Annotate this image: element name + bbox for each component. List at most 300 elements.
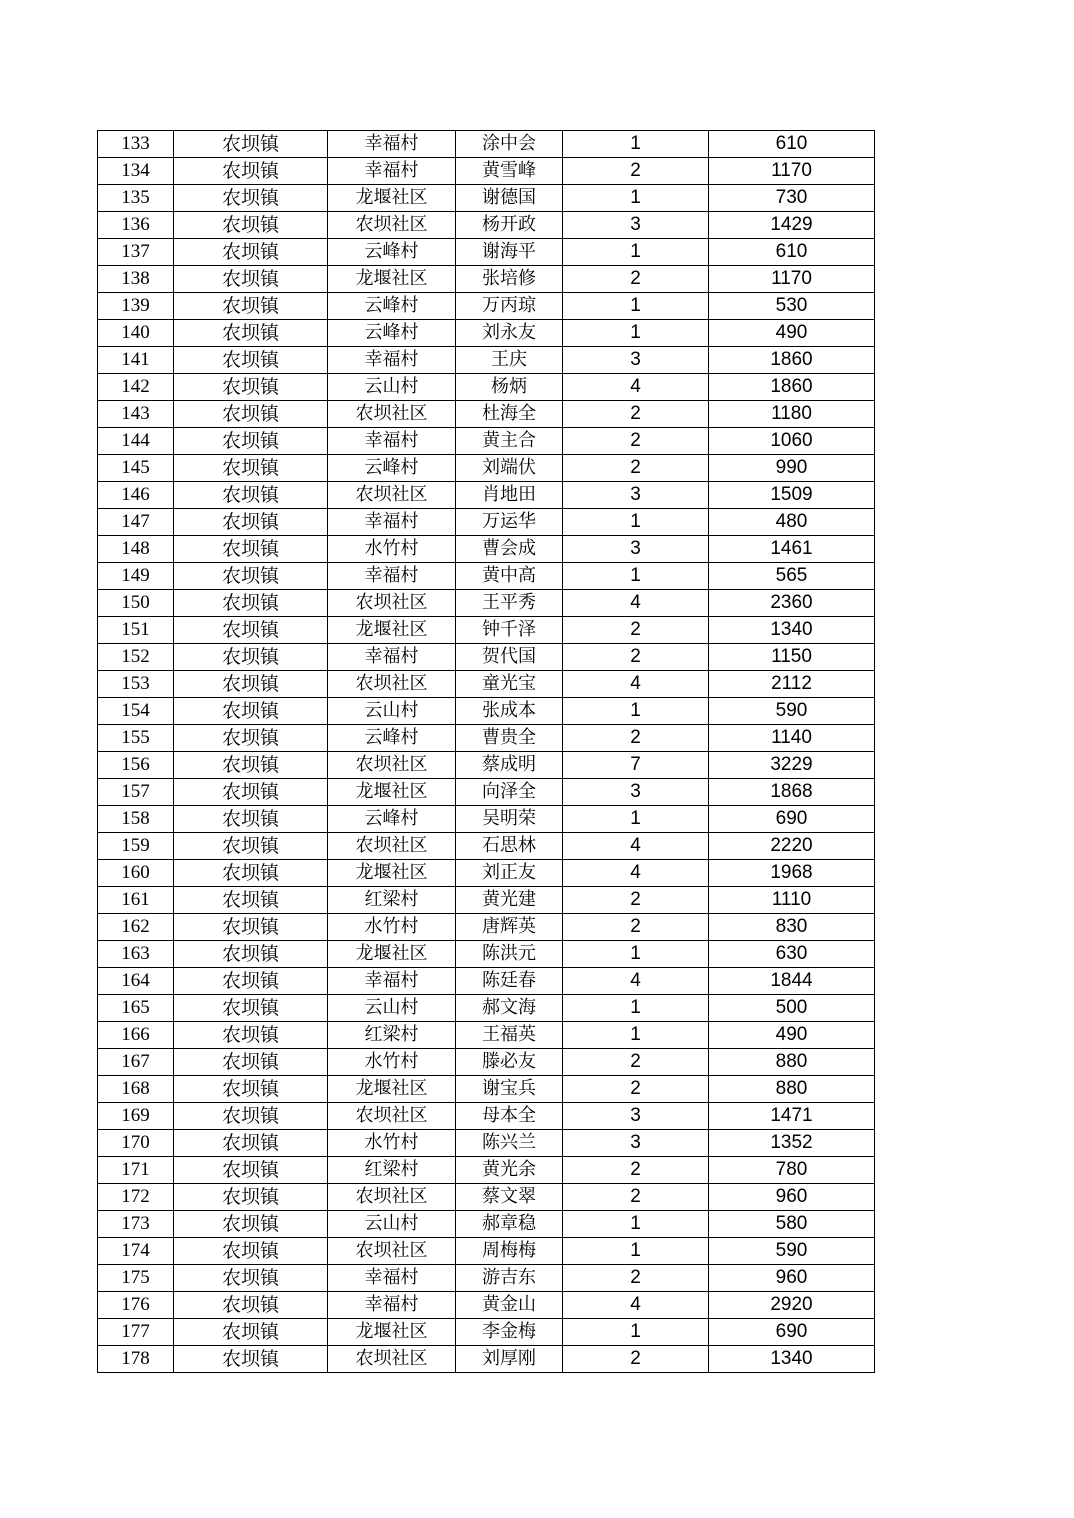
- row-number: 173: [98, 1211, 174, 1238]
- town-cell: 农坝镇: [174, 617, 328, 644]
- household-size-cell: 2: [563, 644, 709, 671]
- amount-cell: 630: [709, 941, 875, 968]
- roster-table: [97, 130, 875, 1373]
- amount-cell: 780: [709, 1157, 875, 1184]
- amount-cell: 580: [709, 1211, 875, 1238]
- village-cell: 云山村: [328, 374, 456, 401]
- table-row: [98, 374, 875, 401]
- village-cell: 农坝社区: [328, 1238, 456, 1265]
- table-row: [98, 239, 875, 266]
- name-cell: 蔡成明: [456, 752, 563, 779]
- town-cell: 农坝镇: [174, 833, 328, 860]
- household-size-cell: 1: [563, 293, 709, 320]
- village-cell: 云山村: [328, 698, 456, 725]
- village-cell: 幸福村: [328, 644, 456, 671]
- village-cell: 农坝社区: [328, 590, 456, 617]
- town-cell: 农坝镇: [174, 1130, 328, 1157]
- amount-cell: 990: [709, 455, 875, 482]
- amount-cell: 1140: [709, 725, 875, 752]
- table-row: [98, 1265, 875, 1292]
- amount-cell: 1180: [709, 401, 875, 428]
- name-cell: 吴明荣: [456, 806, 563, 833]
- household-size-cell: 2: [563, 455, 709, 482]
- table-row: [98, 1292, 875, 1319]
- row-number: 163: [98, 941, 174, 968]
- row-number: 170: [98, 1130, 174, 1157]
- name-cell: 滕必友: [456, 1049, 563, 1076]
- town-cell: 农坝镇: [174, 941, 328, 968]
- household-size-cell: 4: [563, 833, 709, 860]
- name-cell: 杨开政: [456, 212, 563, 239]
- amount-cell: 1509: [709, 482, 875, 509]
- town-cell: 农坝镇: [174, 968, 328, 995]
- household-size-cell: 4: [563, 1292, 709, 1319]
- table-row: [98, 698, 875, 725]
- village-cell: 幸福村: [328, 1265, 456, 1292]
- village-cell: 幸福村: [328, 509, 456, 536]
- amount-cell: 1461: [709, 536, 875, 563]
- table-row: [98, 563, 875, 590]
- row-number: 157: [98, 779, 174, 806]
- household-size-cell: 4: [563, 671, 709, 698]
- village-cell: 农坝社区: [328, 1184, 456, 1211]
- village-cell: 龙堰社区: [328, 941, 456, 968]
- table-row: [98, 1184, 875, 1211]
- amount-cell: 530: [709, 293, 875, 320]
- table-row: [98, 806, 875, 833]
- row-number: 177: [98, 1319, 174, 1346]
- household-size-cell: 4: [563, 590, 709, 617]
- town-cell: 农坝镇: [174, 347, 328, 374]
- household-size-cell: 2: [563, 401, 709, 428]
- village-cell: 水竹村: [328, 1049, 456, 1076]
- amount-cell: 1860: [709, 374, 875, 401]
- town-cell: 农坝镇: [174, 455, 328, 482]
- row-number: 152: [98, 644, 174, 671]
- amount-cell: 960: [709, 1184, 875, 1211]
- town-cell: 农坝镇: [174, 536, 328, 563]
- town-cell: 农坝镇: [174, 266, 328, 293]
- table-row: [98, 914, 875, 941]
- name-cell: 向泽全: [456, 779, 563, 806]
- row-number: 138: [98, 266, 174, 293]
- town-cell: 农坝镇: [174, 1022, 328, 1049]
- row-number: 171: [98, 1157, 174, 1184]
- row-number: 159: [98, 833, 174, 860]
- household-size-cell: 3: [563, 1130, 709, 1157]
- town-cell: 农坝镇: [174, 563, 328, 590]
- town-cell: 农坝镇: [174, 1103, 328, 1130]
- name-cell: 石思林: [456, 833, 563, 860]
- town-cell: 农坝镇: [174, 185, 328, 212]
- household-size-cell: 3: [563, 212, 709, 239]
- name-cell: 陈洪元: [456, 941, 563, 968]
- table-row: [98, 131, 875, 158]
- table-row: [98, 779, 875, 806]
- town-cell: 农坝镇: [174, 1076, 328, 1103]
- town-cell: 农坝镇: [174, 671, 328, 698]
- table-row: [98, 1157, 875, 1184]
- row-number: 142: [98, 374, 174, 401]
- amount-cell: 590: [709, 698, 875, 725]
- name-cell: 刘端伏: [456, 455, 563, 482]
- household-size-cell: 2: [563, 1265, 709, 1292]
- amount-cell: 2920: [709, 1292, 875, 1319]
- table-row: [98, 320, 875, 347]
- household-size-cell: 1: [563, 239, 709, 266]
- row-number: 139: [98, 293, 174, 320]
- name-cell: 刘厚刚: [456, 1346, 563, 1373]
- table-row: [98, 293, 875, 320]
- town-cell: 农坝镇: [174, 401, 328, 428]
- town-cell: 农坝镇: [174, 779, 328, 806]
- name-cell: 黄雪峰: [456, 158, 563, 185]
- table-row: [98, 401, 875, 428]
- name-cell: 杨炳: [456, 374, 563, 401]
- table-row: [98, 1103, 875, 1130]
- table-row: [98, 1130, 875, 1157]
- household-size-cell: 2: [563, 158, 709, 185]
- household-size-cell: 2: [563, 1049, 709, 1076]
- village-cell: 幸福村: [328, 131, 456, 158]
- row-number: 178: [98, 1346, 174, 1373]
- town-cell: 农坝镇: [174, 1157, 328, 1184]
- village-cell: 农坝社区: [328, 212, 456, 239]
- table-row: [98, 590, 875, 617]
- row-number: 158: [98, 806, 174, 833]
- table-row: [98, 1211, 875, 1238]
- row-number: 145: [98, 455, 174, 482]
- table-row: [98, 266, 875, 293]
- table-row: [98, 1319, 875, 1346]
- household-size-cell: 1: [563, 1238, 709, 1265]
- name-cell: 谢海平: [456, 239, 563, 266]
- row-number: 168: [98, 1076, 174, 1103]
- household-size-cell: 1: [563, 563, 709, 590]
- amount-cell: 1844: [709, 968, 875, 995]
- name-cell: 黄光建: [456, 887, 563, 914]
- town-cell: 农坝镇: [174, 1184, 328, 1211]
- amount-cell: 1340: [709, 1346, 875, 1373]
- household-size-cell: 3: [563, 347, 709, 374]
- household-size-cell: 1: [563, 941, 709, 968]
- household-size-cell: 3: [563, 1103, 709, 1130]
- amount-cell: 1060: [709, 428, 875, 455]
- name-cell: 刘永友: [456, 320, 563, 347]
- town-cell: 农坝镇: [174, 293, 328, 320]
- amount-cell: 610: [709, 131, 875, 158]
- village-cell: 农坝社区: [328, 671, 456, 698]
- household-size-cell: 3: [563, 482, 709, 509]
- town-cell: 农坝镇: [174, 131, 328, 158]
- town-cell: 农坝镇: [174, 1211, 328, 1238]
- amount-cell: 3229: [709, 752, 875, 779]
- row-number: 154: [98, 698, 174, 725]
- village-cell: 红梁村: [328, 1157, 456, 1184]
- village-cell: 云峰村: [328, 455, 456, 482]
- town-cell: 农坝镇: [174, 725, 328, 752]
- amount-cell: 2112: [709, 671, 875, 698]
- village-cell: 水竹村: [328, 536, 456, 563]
- household-size-cell: 1: [563, 320, 709, 347]
- town-cell: 农坝镇: [174, 482, 328, 509]
- row-number: 140: [98, 320, 174, 347]
- household-size-cell: 2: [563, 887, 709, 914]
- name-cell: 陈廷春: [456, 968, 563, 995]
- village-cell: 幸福村: [328, 563, 456, 590]
- amount-cell: 690: [709, 1319, 875, 1346]
- town-cell: 农坝镇: [174, 1238, 328, 1265]
- town-cell: 农坝镇: [174, 509, 328, 536]
- table-row: [98, 455, 875, 482]
- town-cell: 农坝镇: [174, 914, 328, 941]
- town-cell: 农坝镇: [174, 698, 328, 725]
- name-cell: 肖地田: [456, 482, 563, 509]
- row-number: 161: [98, 887, 174, 914]
- table-row: [98, 212, 875, 239]
- row-number: 174: [98, 1238, 174, 1265]
- amount-cell: 2360: [709, 590, 875, 617]
- village-cell: 龙堰社区: [328, 617, 456, 644]
- household-size-cell: 2: [563, 1184, 709, 1211]
- amount-cell: 565: [709, 563, 875, 590]
- table-row: [98, 833, 875, 860]
- table-row: [98, 887, 875, 914]
- row-number: 143: [98, 401, 174, 428]
- village-cell: 农坝社区: [328, 1103, 456, 1130]
- row-number: 148: [98, 536, 174, 563]
- town-cell: 农坝镇: [174, 1319, 328, 1346]
- row-number: 136: [98, 212, 174, 239]
- row-number: 149: [98, 563, 174, 590]
- household-size-cell: 1: [563, 185, 709, 212]
- village-cell: 幸福村: [328, 347, 456, 374]
- amount-cell: 1150: [709, 644, 875, 671]
- row-number: 147: [98, 509, 174, 536]
- village-cell: 龙堰社区: [328, 1076, 456, 1103]
- table-row: [98, 1076, 875, 1103]
- name-cell: 钟千泽: [456, 617, 563, 644]
- row-number: 133: [98, 131, 174, 158]
- household-size-cell: 1: [563, 1319, 709, 1346]
- village-cell: 龙堰社区: [328, 860, 456, 887]
- name-cell: 王福英: [456, 1022, 563, 1049]
- name-cell: 万丙琼: [456, 293, 563, 320]
- row-number: 156: [98, 752, 174, 779]
- village-cell: 幸福村: [328, 968, 456, 995]
- household-size-cell: 1: [563, 1211, 709, 1238]
- table-row: [98, 725, 875, 752]
- household-size-cell: 2: [563, 266, 709, 293]
- name-cell: 谢宝兵: [456, 1076, 563, 1103]
- village-cell: 云峰村: [328, 239, 456, 266]
- village-cell: 云山村: [328, 995, 456, 1022]
- name-cell: 蔡文翠: [456, 1184, 563, 1211]
- town-cell: 农坝镇: [174, 428, 328, 455]
- name-cell: 涂中会: [456, 131, 563, 158]
- village-cell: 云山村: [328, 1211, 456, 1238]
- village-cell: 农坝社区: [328, 833, 456, 860]
- amount-cell: 1860: [709, 347, 875, 374]
- row-number: 144: [98, 428, 174, 455]
- amount-cell: 1352: [709, 1130, 875, 1157]
- table-row: [98, 1022, 875, 1049]
- name-cell: 黄主合: [456, 428, 563, 455]
- village-cell: 农坝社区: [328, 1346, 456, 1373]
- town-cell: 农坝镇: [174, 1049, 328, 1076]
- name-cell: 杜海全: [456, 401, 563, 428]
- household-size-cell: 4: [563, 374, 709, 401]
- table-row: [98, 617, 875, 644]
- town-cell: 农坝镇: [174, 644, 328, 671]
- row-number: 137: [98, 239, 174, 266]
- town-cell: 农坝镇: [174, 374, 328, 401]
- town-cell: 农坝镇: [174, 320, 328, 347]
- name-cell: 周梅梅: [456, 1238, 563, 1265]
- amount-cell: 490: [709, 320, 875, 347]
- name-cell: 王庆: [456, 347, 563, 374]
- table-row: [98, 1346, 875, 1373]
- table-row: [98, 185, 875, 212]
- name-cell: 郝章稳: [456, 1211, 563, 1238]
- village-cell: 农坝社区: [328, 752, 456, 779]
- household-size-cell: 7: [563, 752, 709, 779]
- household-size-cell: 2: [563, 617, 709, 644]
- row-number: 135: [98, 185, 174, 212]
- row-number: 146: [98, 482, 174, 509]
- name-cell: 陈兴兰: [456, 1130, 563, 1157]
- amount-cell: 490: [709, 1022, 875, 1049]
- amount-cell: 830: [709, 914, 875, 941]
- town-cell: 农坝镇: [174, 158, 328, 185]
- amount-cell: 590: [709, 1238, 875, 1265]
- village-cell: 幸福村: [328, 158, 456, 185]
- household-size-cell: 1: [563, 995, 709, 1022]
- name-cell: 唐辉英: [456, 914, 563, 941]
- row-number: 164: [98, 968, 174, 995]
- household-size-cell: 2: [563, 428, 709, 455]
- name-cell: 万运华: [456, 509, 563, 536]
- name-cell: 李金梅: [456, 1319, 563, 1346]
- row-number: 150: [98, 590, 174, 617]
- village-cell: 云峰村: [328, 806, 456, 833]
- name-cell: 谢德国: [456, 185, 563, 212]
- village-cell: 农坝社区: [328, 401, 456, 428]
- table-row: [98, 1049, 875, 1076]
- household-size-cell: 1: [563, 131, 709, 158]
- amount-cell: 2220: [709, 833, 875, 860]
- village-cell: 红梁村: [328, 887, 456, 914]
- amount-cell: 610: [709, 239, 875, 266]
- name-cell: 王平秀: [456, 590, 563, 617]
- village-cell: 云峰村: [328, 293, 456, 320]
- name-cell: 张成本: [456, 698, 563, 725]
- row-number: 172: [98, 1184, 174, 1211]
- row-number: 162: [98, 914, 174, 941]
- amount-cell: 730: [709, 185, 875, 212]
- village-cell: 云峰村: [328, 320, 456, 347]
- village-cell: 红梁村: [328, 1022, 456, 1049]
- amount-cell: 1968: [709, 860, 875, 887]
- town-cell: 农坝镇: [174, 212, 328, 239]
- household-size-cell: 4: [563, 860, 709, 887]
- household-size-cell: 2: [563, 1076, 709, 1103]
- name-cell: 黄金山: [456, 1292, 563, 1319]
- amount-cell: 1868: [709, 779, 875, 806]
- town-cell: 农坝镇: [174, 1265, 328, 1292]
- amount-cell: 880: [709, 1049, 875, 1076]
- town-cell: 农坝镇: [174, 806, 328, 833]
- name-cell: 母本全: [456, 1103, 563, 1130]
- row-number: 165: [98, 995, 174, 1022]
- town-cell: 农坝镇: [174, 887, 328, 914]
- household-size-cell: 2: [563, 1346, 709, 1373]
- village-cell: 水竹村: [328, 914, 456, 941]
- household-size-cell: 1: [563, 806, 709, 833]
- row-number: 169: [98, 1103, 174, 1130]
- row-number: 166: [98, 1022, 174, 1049]
- row-number: 134: [98, 158, 174, 185]
- town-cell: 农坝镇: [174, 860, 328, 887]
- name-cell: 曹贵全: [456, 725, 563, 752]
- household-size-cell: 1: [563, 1022, 709, 1049]
- village-cell: 农坝社区: [328, 482, 456, 509]
- table-row: [98, 536, 875, 563]
- town-cell: 农坝镇: [174, 995, 328, 1022]
- village-cell: 水竹村: [328, 1130, 456, 1157]
- town-cell: 农坝镇: [174, 1292, 328, 1319]
- row-number: 167: [98, 1049, 174, 1076]
- roster-table-body: [98, 131, 875, 1373]
- village-cell: 龙堰社区: [328, 1319, 456, 1346]
- village-cell: 龙堰社区: [328, 266, 456, 293]
- amount-cell: 1429: [709, 212, 875, 239]
- amount-cell: 480: [709, 509, 875, 536]
- table-row: [98, 428, 875, 455]
- table-row: [98, 860, 875, 887]
- amount-cell: 1110: [709, 887, 875, 914]
- amount-cell: 1471: [709, 1103, 875, 1130]
- household-size-cell: 3: [563, 779, 709, 806]
- household-size-cell: 3: [563, 536, 709, 563]
- name-cell: 刘正友: [456, 860, 563, 887]
- name-cell: 郝文海: [456, 995, 563, 1022]
- table-row: [98, 482, 875, 509]
- table-row: [98, 671, 875, 698]
- table-row: [98, 509, 875, 536]
- table-row: [98, 158, 875, 185]
- name-cell: 张培修: [456, 266, 563, 293]
- amount-cell: 690: [709, 806, 875, 833]
- table-row: [98, 644, 875, 671]
- table-row: [98, 347, 875, 374]
- row-number: 155: [98, 725, 174, 752]
- table-row: [98, 752, 875, 779]
- row-number: 175: [98, 1265, 174, 1292]
- town-cell: 农坝镇: [174, 590, 328, 617]
- town-cell: 农坝镇: [174, 752, 328, 779]
- row-number: 141: [98, 347, 174, 374]
- name-cell: 黄中高: [456, 563, 563, 590]
- name-cell: 童光宝: [456, 671, 563, 698]
- table-row: [98, 995, 875, 1022]
- village-cell: 龙堰社区: [328, 185, 456, 212]
- name-cell: 黄光余: [456, 1157, 563, 1184]
- village-cell: 龙堰社区: [328, 779, 456, 806]
- household-size-cell: 2: [563, 725, 709, 752]
- amount-cell: 880: [709, 1076, 875, 1103]
- row-number: 176: [98, 1292, 174, 1319]
